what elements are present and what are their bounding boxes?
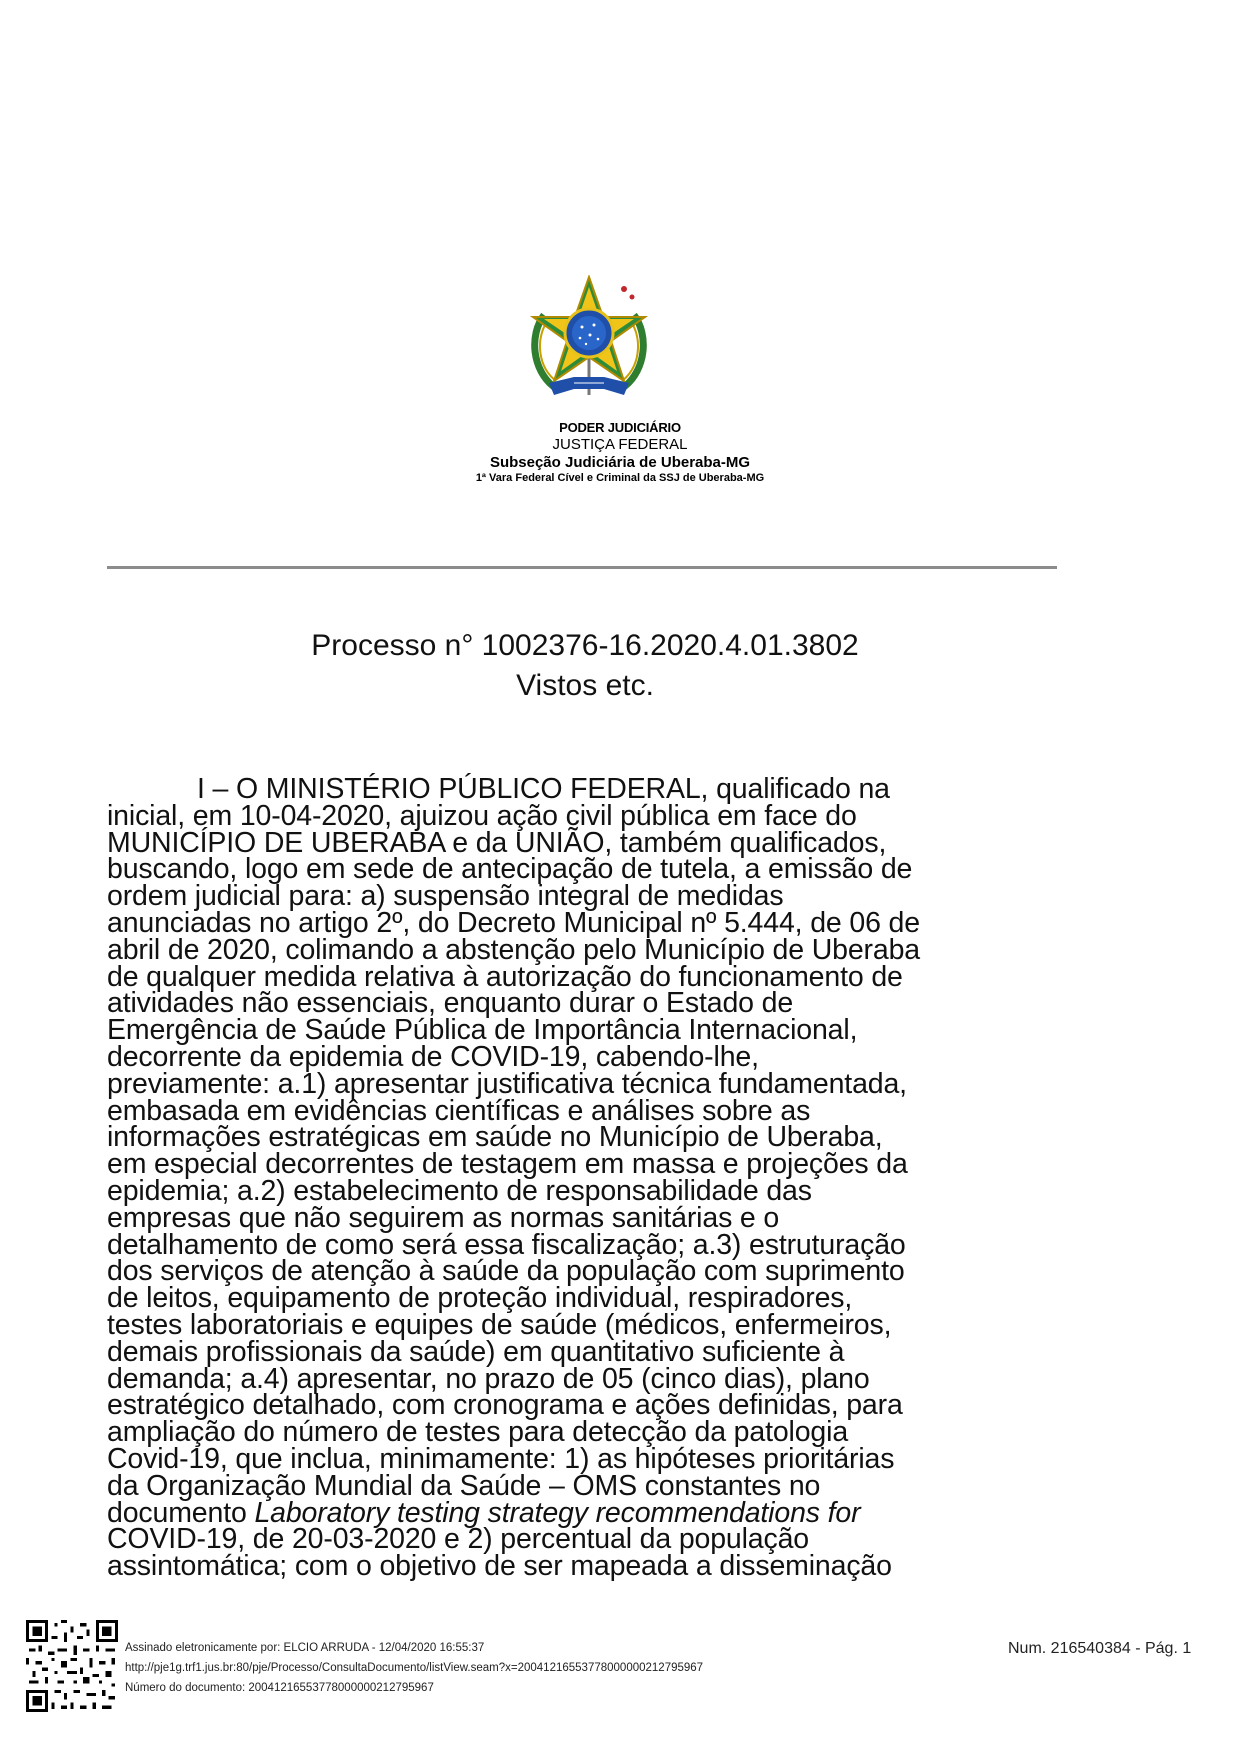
body-line: MUNICÍPIO DE UBERABA e da UNIÃO, também qualificados, <box>107 826 887 859</box>
body-line: anunciadas no artigo 2º, do Decreto Municipal nº 5.444, de 06 de <box>107 906 920 939</box>
header-poder-judiciario: PODER JUDICIÁRIO <box>559 420 681 435</box>
body-line: assintomática; com o objetivo de ser mapeada a disseminação <box>107 1550 892 1583</box>
body-line: I – O MINISTÉRIO PÚBLICO FEDERAL, qualificado na <box>197 773 890 805</box>
court-header <box>0 420 1240 485</box>
body-line: ampliação do número de testes para detecção da patologia <box>107 1416 849 1449</box>
body-line: epidemia; a.2) estabelecimento de responsabilidade das <box>107 1174 812 1207</box>
body-line: decorrente da epidemia de COVID-19, cabendo-lhe, <box>107 1040 759 1073</box>
body-line: inicial, em 10-04-2020, ajuizou ação civil pública em face do <box>107 799 857 832</box>
body-line: dos serviços de atenção à saúde da população com suprimento <box>107 1255 905 1288</box>
body-line: estratégico detalhado, com cronograma e ações definidas, para <box>107 1389 903 1422</box>
body-line: de qualquer medida relativa à autorização do funcionamento de <box>107 960 903 993</box>
page-number: Num. 216540384 - Pág. 1 <box>1008 1640 1192 1657</box>
body-line: abril de 2020, colimando a abstenção pelo Município de Uberaba <box>107 933 920 966</box>
verification-url[interactable]: http://pje1g.trf1.jus.br:80/pje/Processo/ConsultaDocumento/listView.seam?x=20041216553778000000212795967 <box>125 1662 704 1674</box>
body-line: testes laboratoriais e equipes de saúde (médicos, enfermeiros, <box>107 1308 892 1341</box>
body-line-with-citation <box>107 1496 1067 1529</box>
signed-by-line: Assinado eletronicamente por: ELCIO ARRUDA - 12/04/2020 16:55:37 <box>125 1642 485 1654</box>
brasao-emblem <box>524 275 654 407</box>
body-line: embasada em evidências científicas e análises sobre as <box>107 1094 811 1127</box>
body-line: COVID-19, de 20-03-2020 e 2) percentual da população <box>107 1523 810 1556</box>
vistos-line: Vistos etc. <box>516 669 654 702</box>
document-number-line: Número do documento: 20041216553778000000212795967 <box>125 1682 434 1694</box>
qr-code <box>26 1620 118 1712</box>
header-justica-federal: JUSTIÇA FEDERAL <box>552 436 688 453</box>
body-line: de leitos, equipamento de proteção individual, respiradores, <box>107 1282 853 1315</box>
body-line: Emergência de Saúde Pública de Importância Internacional, <box>107 1014 858 1047</box>
process-number: Processo n° 1002376-16.2020.4.01.3802 <box>311 629 859 662</box>
body-line: informações estratégicas em saúde no Município de Uberaba, <box>107 1121 883 1154</box>
header-vara: 1ª Vara Federal Cível e Criminal da SSJ de Uberaba-MG <box>475 472 765 484</box>
body-line: em especial decorrentes de testagem em massa e projeções da <box>107 1148 908 1181</box>
body-line: detalhamento de como será essa fiscalização; a.3) estruturação <box>107 1228 906 1261</box>
body-line: demais profissionais da saúde) em quantitativo suficiente à <box>107 1335 845 1368</box>
body-line: buscando, logo em sede de antecipação de tutela, a emissão de <box>107 853 913 886</box>
body-line: previamente: a.1) apresentar justificativa técnica fundamentada, <box>107 1067 907 1100</box>
body-line: da Organização Mundial da Saúde – OMS constantes no <box>107 1469 821 1502</box>
body-line: ordem judicial para: a) suspensão integral de medidas <box>107 880 784 913</box>
body-paragraph <box>107 773 1067 1583</box>
body-line: demanda; a.4) apresentar, no prazo de 05 (cinco dias), plano <box>107 1362 870 1395</box>
cited-document-title: Laboratory testing strategy recommendations for <box>254 1496 861 1529</box>
signature-footer <box>125 1638 703 1698</box>
process-heading <box>0 626 1170 706</box>
body-line: atividades não essenciais, enquanto durar o Estado de <box>107 987 794 1020</box>
body-line: empresas que não seguirem as normas sanitárias e o <box>107 1201 780 1234</box>
body-line: Covid-19, que inclua, minimamente: 1) as hipóteses prioritárias <box>107 1442 895 1475</box>
doc-prefix: documento <box>107 1496 255 1529</box>
header-divider <box>107 566 1057 569</box>
header-subsecao: Subseção Judiciária de Uberaba-MG <box>489 454 751 471</box>
